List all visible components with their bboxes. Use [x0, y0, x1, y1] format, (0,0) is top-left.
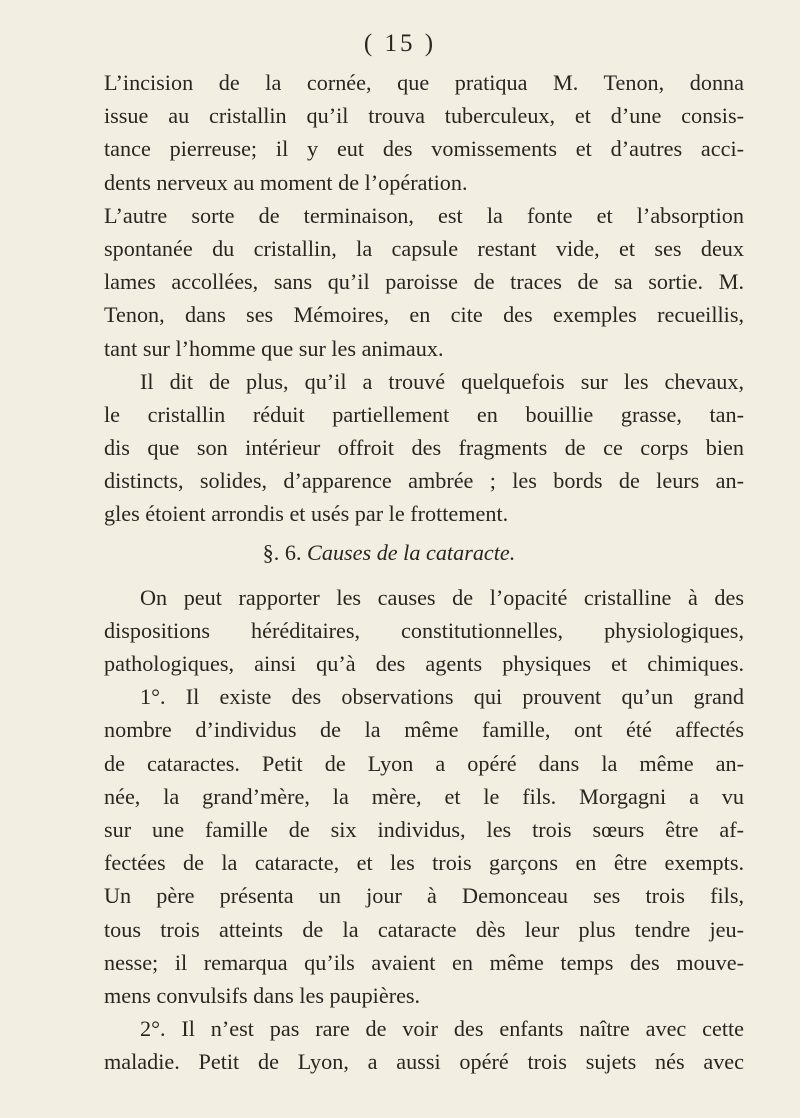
- text-line: pathologiques, ainsi qu’à des agents physiques et chimiques.: [104, 651, 744, 676]
- text-line: L’incision de la cornée, que pratiqua M. Tenon, donna: [104, 70, 744, 95]
- text-line: nombre d’individus de la même famille, ont été affectés: [104, 717, 744, 743]
- text-line: Un père présenta un jour à Demonceau ses trois fils,: [104, 883, 744, 909]
- section-heading: [104, 531, 744, 581]
- text-line: Il dit de plus, qu’il a trouvé quelquefois sur les chevaux,: [140, 368, 744, 394]
- text-line: lames accollées, sans qu’il paroisse de traces de sa sortie. M.: [104, 269, 744, 295]
- text-line: sur une famille de six individus, les trois sœurs être af-: [104, 816, 744, 842]
- text-line: le cristallin réduit partiellement en bouillie grasse, tan-: [104, 401, 744, 427]
- text-line: tant sur l’homme que sur les animaux.: [104, 335, 444, 361]
- text-line: mens convulsifs dans les paupières.: [104, 982, 421, 1008]
- section-number: §. 6.: [262, 539, 302, 565]
- text-line: de cataractes. Petit de Lyon a opéré dans la même an-: [104, 750, 744, 776]
- page-number: ( 15 ): [363, 30, 437, 57]
- text-line: distincts, solides, d’apparence ambrée ; les bords de leurs an-: [104, 468, 744, 494]
- text-line: née, la grand’mère, la mère, et le fils. Morgagni a vu: [104, 783, 744, 809]
- text-line: L’autre sorte de terminaison, est la fonte et l’absorption: [104, 202, 744, 228]
- text-line: 1°. Il existe des observations qui prouvent qu’un grand: [140, 684, 744, 710]
- text-line: nesse; il remarqua qu’ils avaient en même temps des mouve-: [104, 949, 744, 975]
- text-line: tous trois atteints de la cataracte dès leur plus tendre jeu-: [104, 916, 744, 942]
- body-text: [104, 66, 744, 1078]
- section-title: Causes de la cataracte.: [307, 539, 516, 565]
- text-line: tance pierreuse; il y eut des vomissements et d’autres acci-: [104, 136, 744, 162]
- text-line: issue au cristallin qu’il trouva tuberculeux, et d’une consis-: [104, 103, 744, 129]
- text-line: gles étoient arrondis et usés par le frottement.: [104, 501, 509, 527]
- text-line: dis que son intérieur offroit des fragments de ce corps bien: [104, 435, 744, 461]
- text-line: On peut rapporter les causes de l’opacité cristalline à des: [140, 584, 744, 610]
- text-line: spontanée du cristallin, la capsule restant vide, et ses deux: [104, 235, 744, 261]
- text-line: dispositions héréditaires, constitutionnelles, physiologiques,: [104, 617, 744, 643]
- text-line: Tenon, dans ses Mémoires, en cite des exemples recueillis,: [104, 302, 744, 328]
- text-line: fectées de la cataracte, et les trois garçons en être exempts.: [104, 850, 744, 876]
- text-line: dents nerveux au moment de l’opération.: [104, 169, 468, 195]
- text-line: maladie. Petit de Lyon, a aussi opéré trois sujets nés avec: [104, 1049, 744, 1075]
- text-line: 2°. Il n’est pas rare de voir des enfants naître avec cette: [140, 1016, 744, 1042]
